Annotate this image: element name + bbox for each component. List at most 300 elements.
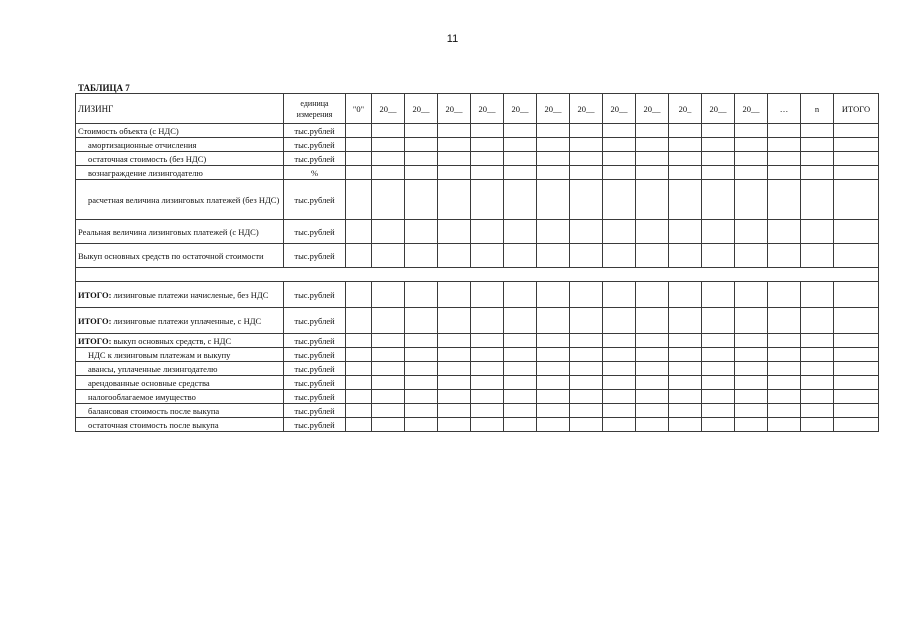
header-period: 20__	[405, 94, 438, 124]
row-unit: тыс.рублей	[284, 334, 346, 348]
page-number: 11	[446, 33, 459, 45]
value-cell	[438, 362, 471, 376]
value-cell	[801, 282, 834, 308]
value-cell	[801, 390, 834, 404]
value-cell	[471, 152, 504, 166]
value-cell	[346, 308, 372, 334]
row-label	[76, 152, 284, 166]
header-total: ИТОГО	[834, 94, 879, 124]
value-cell	[471, 390, 504, 404]
value-cell	[768, 124, 801, 138]
value-cell	[405, 220, 438, 244]
value-cell	[471, 138, 504, 152]
value-cell	[438, 180, 471, 220]
table-row	[76, 404, 879, 418]
value-cell	[636, 308, 669, 334]
header-period: 20__	[603, 94, 636, 124]
row-label-text: авансы, уплаченные лизингодателю	[88, 363, 218, 374]
value-cell	[537, 404, 570, 418]
row-label-text: Выкуп основных средств по остаточной стоимости	[78, 250, 264, 261]
value-cell	[438, 152, 471, 166]
value-cell	[735, 348, 768, 362]
value-cell	[504, 362, 537, 376]
row-label	[76, 308, 284, 334]
value-cell	[438, 282, 471, 308]
value-cell	[636, 166, 669, 180]
value-cell	[735, 418, 768, 432]
value-cell	[346, 334, 372, 348]
value-cell	[669, 362, 702, 376]
header-period-n: n	[801, 94, 834, 124]
row-label	[76, 376, 284, 390]
value-cell	[834, 220, 879, 244]
value-cell	[570, 138, 603, 152]
row-unit: тыс.рублей	[284, 390, 346, 404]
row-label	[76, 166, 284, 180]
value-cell	[570, 152, 603, 166]
value-cell	[636, 390, 669, 404]
value-cell	[834, 418, 879, 432]
row-unit: тыс.рублей	[284, 282, 346, 308]
value-cell	[603, 348, 636, 362]
value-cell	[834, 180, 879, 220]
value-cell	[603, 404, 636, 418]
row-label-text: остаточная стоимость после выкупа	[88, 419, 219, 430]
value-cell	[438, 308, 471, 334]
value-cell	[504, 282, 537, 308]
row-unit: тыс.рублей	[284, 152, 346, 166]
value-cell	[768, 348, 801, 362]
row-prefix: ИТОГО:	[78, 315, 112, 326]
value-cell	[801, 180, 834, 220]
row-label-text: расчетная величина лизинговых платежей (без НДС)	[88, 194, 280, 205]
value-cell	[702, 308, 735, 334]
value-cell	[768, 180, 801, 220]
value-cell	[405, 282, 438, 308]
value-cell	[603, 334, 636, 348]
table-title: ТАБЛИЦА 7	[78, 83, 130, 93]
value-cell	[735, 124, 768, 138]
value-cell	[405, 180, 438, 220]
value-cell	[801, 124, 834, 138]
table-row	[76, 362, 879, 376]
row-unit: тыс.рублей	[284, 362, 346, 376]
row-unit: тыс.рублей	[284, 348, 346, 362]
value-cell	[537, 124, 570, 138]
row-label	[76, 124, 284, 138]
row-unit: тыс.рублей	[284, 244, 346, 268]
row-label-text: вознаграждение лизингодателю	[88, 167, 203, 178]
table-row	[76, 138, 879, 152]
row-label-text: налогооблагаемое имущество	[88, 391, 196, 402]
value-cell	[636, 180, 669, 220]
value-cell	[669, 124, 702, 138]
value-cell	[537, 334, 570, 348]
value-cell	[834, 244, 879, 268]
value-cell	[504, 348, 537, 362]
value-cell	[669, 308, 702, 334]
value-cell	[471, 220, 504, 244]
value-cell	[669, 348, 702, 362]
value-cell	[471, 124, 504, 138]
value-cell	[702, 220, 735, 244]
value-cell	[372, 334, 405, 348]
value-cell	[372, 152, 405, 166]
value-cell	[735, 244, 768, 268]
value-cell	[471, 418, 504, 432]
spacer-row	[76, 268, 879, 282]
value-cell	[372, 282, 405, 308]
value-cell	[702, 362, 735, 376]
value-cell	[636, 220, 669, 244]
value-cell	[471, 404, 504, 418]
value-cell	[537, 244, 570, 268]
value-cell	[504, 376, 537, 390]
leasing-table	[75, 93, 879, 432]
value-cell	[735, 282, 768, 308]
value-cell	[768, 220, 801, 244]
value-cell	[603, 282, 636, 308]
value-cell	[537, 390, 570, 404]
value-cell	[471, 348, 504, 362]
value-cell	[346, 418, 372, 432]
header-period: 20__	[735, 94, 768, 124]
row-label	[76, 220, 284, 244]
row-label-text: Реальная величина лизинговых платежей (с НДС)	[78, 226, 259, 237]
value-cell	[603, 152, 636, 166]
table-row	[76, 308, 879, 334]
value-cell	[438, 124, 471, 138]
value-cell	[669, 376, 702, 390]
value-cell	[471, 376, 504, 390]
value-cell	[570, 348, 603, 362]
value-cell	[669, 418, 702, 432]
value-cell	[537, 376, 570, 390]
value-cell	[636, 152, 669, 166]
value-cell	[504, 138, 537, 152]
header-period: 20_	[669, 94, 702, 124]
row-label	[76, 348, 284, 362]
value-cell	[537, 180, 570, 220]
value-cell	[405, 334, 438, 348]
value-cell	[346, 348, 372, 362]
header-period: 20__	[438, 94, 471, 124]
value-cell	[834, 404, 879, 418]
value-cell	[372, 138, 405, 152]
value-cell	[768, 138, 801, 152]
value-cell	[603, 166, 636, 180]
row-unit: тыс.рублей	[284, 308, 346, 334]
row-label-text: амортизационные отчисления	[88, 139, 197, 150]
value-cell	[834, 376, 879, 390]
value-cell	[801, 362, 834, 376]
header-period: 20__	[570, 94, 603, 124]
value-cell	[372, 362, 405, 376]
header-period: 20__	[537, 94, 570, 124]
value-cell	[346, 152, 372, 166]
value-cell	[504, 166, 537, 180]
value-cell	[636, 404, 669, 418]
value-cell	[405, 244, 438, 268]
value-cell	[346, 180, 372, 220]
value-cell	[636, 348, 669, 362]
value-cell	[603, 418, 636, 432]
row-unit: тыс.рублей	[284, 180, 346, 220]
value-cell	[504, 308, 537, 334]
row-label	[76, 418, 284, 432]
row-label-text: лизинговые платежи уплаченные, с НДС	[113, 315, 262, 326]
value-cell	[768, 166, 801, 180]
row-unit: тыс.рублей	[284, 124, 346, 138]
value-cell	[801, 166, 834, 180]
value-cell	[702, 138, 735, 152]
table-row	[76, 282, 879, 308]
value-cell	[405, 308, 438, 334]
header-period-ellipsis: …	[768, 94, 801, 124]
value-cell	[735, 152, 768, 166]
value-cell	[537, 152, 570, 166]
table-row	[76, 152, 879, 166]
value-cell	[834, 390, 879, 404]
value-cell	[570, 220, 603, 244]
value-cell	[438, 348, 471, 362]
value-cell	[735, 166, 768, 180]
value-cell	[636, 334, 669, 348]
value-cell	[702, 376, 735, 390]
value-cell	[768, 244, 801, 268]
value-cell	[603, 138, 636, 152]
value-cell	[346, 244, 372, 268]
row-label	[76, 334, 284, 348]
value-cell	[768, 418, 801, 432]
value-cell	[834, 308, 879, 334]
value-cell	[570, 404, 603, 418]
value-cell	[570, 308, 603, 334]
value-cell	[471, 180, 504, 220]
row-unit: тыс.рублей	[284, 418, 346, 432]
value-cell	[504, 244, 537, 268]
value-cell	[702, 124, 735, 138]
value-cell	[346, 404, 372, 418]
row-unit: тыс.рублей	[284, 220, 346, 244]
row-prefix: ИТОГО:	[78, 289, 112, 300]
value-cell	[801, 220, 834, 244]
value-cell	[346, 362, 372, 376]
row-label	[76, 362, 284, 376]
value-cell	[636, 376, 669, 390]
row-label	[76, 180, 284, 220]
value-cell	[537, 138, 570, 152]
value-cell	[570, 334, 603, 348]
value-cell	[735, 376, 768, 390]
value-cell	[504, 152, 537, 166]
value-cell	[603, 220, 636, 244]
value-cell	[669, 244, 702, 268]
value-cell	[372, 390, 405, 404]
value-cell	[504, 220, 537, 244]
row-label	[76, 138, 284, 152]
value-cell	[603, 390, 636, 404]
value-cell	[768, 282, 801, 308]
header-unit: единица измерения	[284, 94, 346, 124]
row-label-text: арендованные основные средства	[88, 377, 210, 388]
row-label	[76, 244, 284, 268]
value-cell	[834, 348, 879, 362]
value-cell	[669, 166, 702, 180]
row-label-text: остаточная стоимость (без НДС)	[88, 153, 207, 164]
value-cell	[735, 404, 768, 418]
value-cell	[438, 376, 471, 390]
table-row	[76, 376, 879, 390]
value-cell	[504, 390, 537, 404]
value-cell	[537, 308, 570, 334]
value-cell	[537, 348, 570, 362]
value-cell	[537, 220, 570, 244]
value-cell	[405, 124, 438, 138]
table-row	[76, 244, 879, 268]
value-cell	[372, 404, 405, 418]
value-cell	[438, 166, 471, 180]
value-cell	[603, 244, 636, 268]
value-cell	[834, 334, 879, 348]
row-unit: %	[284, 166, 346, 180]
value-cell	[768, 334, 801, 348]
value-cell	[372, 244, 405, 268]
value-cell	[735, 180, 768, 220]
value-cell	[834, 282, 879, 308]
value-cell	[537, 282, 570, 308]
value-cell	[636, 282, 669, 308]
value-cell	[438, 404, 471, 418]
row-unit: тыс.рублей	[284, 138, 346, 152]
spacer-cell	[76, 268, 879, 282]
value-cell	[735, 390, 768, 404]
row-label-text: выкуп основных средств, с НДС	[113, 335, 232, 346]
row-label-text: балансовая стоимость после выкупа	[88, 405, 220, 416]
value-cell	[801, 348, 834, 362]
value-cell	[570, 418, 603, 432]
value-cell	[570, 282, 603, 308]
table-row	[76, 180, 879, 220]
value-cell	[438, 220, 471, 244]
row-unit: тыс.рублей	[284, 376, 346, 390]
value-cell	[471, 334, 504, 348]
header-period: "0"	[346, 94, 372, 124]
value-cell	[372, 348, 405, 362]
value-cell	[801, 244, 834, 268]
value-cell	[669, 404, 702, 418]
value-cell	[471, 308, 504, 334]
value-cell	[537, 362, 570, 376]
value-cell	[405, 404, 438, 418]
value-cell	[603, 308, 636, 334]
value-cell	[346, 124, 372, 138]
value-cell	[768, 152, 801, 166]
value-cell	[603, 362, 636, 376]
row-unit: тыс.рублей	[284, 404, 346, 418]
value-cell	[702, 152, 735, 166]
value-cell	[504, 418, 537, 432]
value-cell	[669, 220, 702, 244]
value-cell	[636, 362, 669, 376]
table-row	[76, 334, 879, 348]
row-label-text: НДС к лизинговым платежам и выкупу	[88, 349, 231, 360]
value-cell	[372, 180, 405, 220]
value-cell	[603, 180, 636, 220]
value-cell	[471, 362, 504, 376]
value-cell	[372, 124, 405, 138]
value-cell	[438, 138, 471, 152]
header-name: ЛИЗИНГ	[76, 94, 284, 124]
value-cell	[346, 376, 372, 390]
value-cell	[834, 152, 879, 166]
value-cell	[768, 308, 801, 334]
value-cell	[669, 138, 702, 152]
header-period: 20__	[636, 94, 669, 124]
value-cell	[801, 308, 834, 334]
row-label	[76, 404, 284, 418]
value-cell	[537, 418, 570, 432]
value-cell	[702, 244, 735, 268]
table-row	[76, 418, 879, 432]
value-cell	[702, 404, 735, 418]
table-row	[76, 124, 879, 138]
value-cell	[702, 390, 735, 404]
value-cell	[537, 166, 570, 180]
value-cell	[801, 152, 834, 166]
value-cell	[405, 418, 438, 432]
value-cell	[834, 138, 879, 152]
row-label	[76, 282, 284, 308]
value-cell	[702, 166, 735, 180]
value-cell	[801, 334, 834, 348]
value-cell	[702, 348, 735, 362]
row-label-text: Стоимость объекта (с НДС)	[78, 125, 179, 136]
value-cell	[768, 404, 801, 418]
value-cell	[346, 220, 372, 244]
value-cell	[504, 404, 537, 418]
value-cell	[372, 220, 405, 244]
value-cell	[669, 282, 702, 308]
value-cell	[669, 152, 702, 166]
value-cell	[405, 348, 438, 362]
table-row	[76, 390, 879, 404]
value-cell	[735, 138, 768, 152]
value-cell	[570, 124, 603, 138]
value-cell	[438, 418, 471, 432]
value-cell	[405, 376, 438, 390]
value-cell	[834, 166, 879, 180]
value-cell	[570, 180, 603, 220]
value-cell	[372, 376, 405, 390]
value-cell	[438, 390, 471, 404]
value-cell	[603, 124, 636, 138]
value-cell	[669, 180, 702, 220]
header-row	[76, 94, 879, 124]
value-cell	[702, 180, 735, 220]
value-cell	[405, 138, 438, 152]
value-cell	[768, 390, 801, 404]
value-cell	[346, 390, 372, 404]
value-cell	[471, 282, 504, 308]
value-cell	[346, 166, 372, 180]
value-cell	[603, 376, 636, 390]
value-cell	[702, 282, 735, 308]
value-cell	[438, 244, 471, 268]
value-cell	[636, 418, 669, 432]
header-period: 20__	[504, 94, 537, 124]
value-cell	[570, 244, 603, 268]
